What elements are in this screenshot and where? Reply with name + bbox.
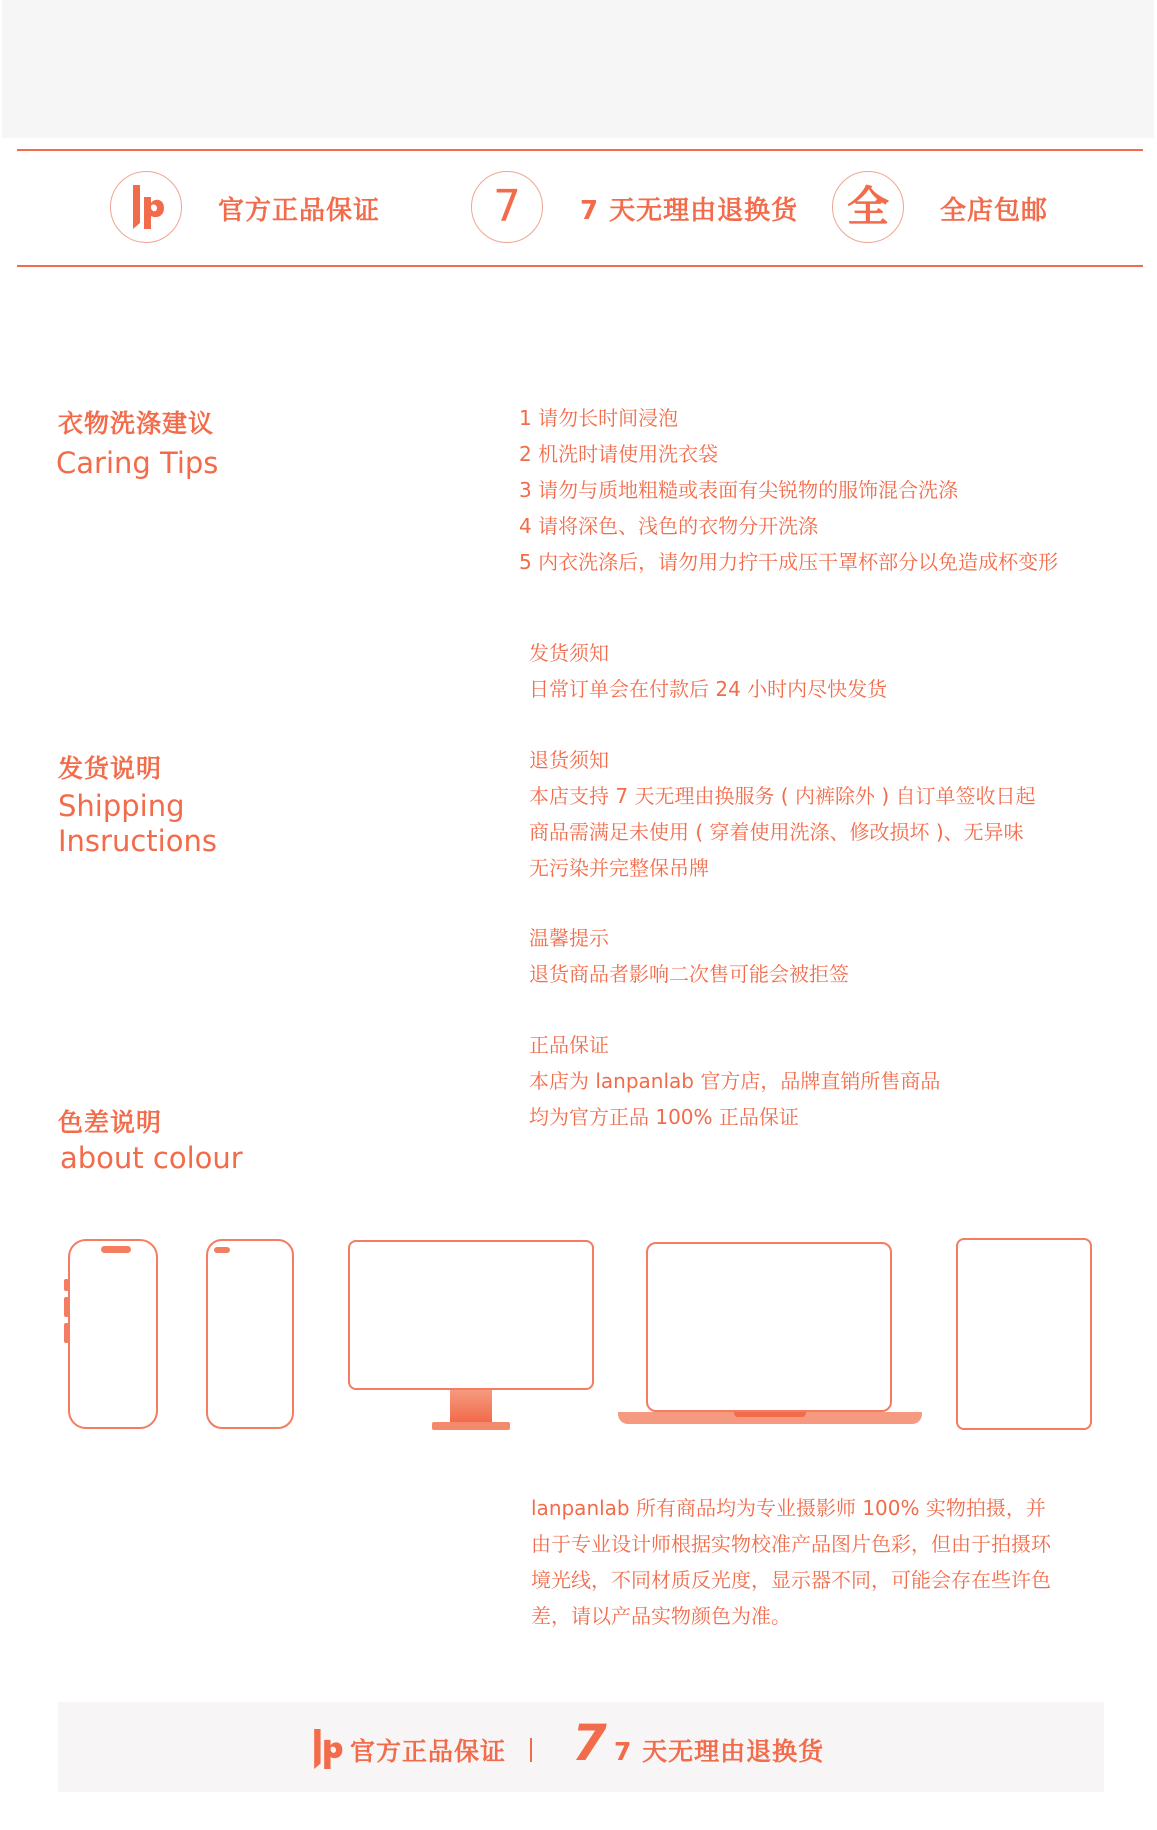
guarantee-shipping-label: 全店包邮 — [940, 196, 1049, 226]
tablet-icon — [954, 1236, 1094, 1434]
guarantee-return-label: 7 天无理由退换货 — [580, 196, 799, 226]
shipping-heading: 正品保证 — [529, 1033, 609, 1057]
phone-icon — [204, 1237, 300, 1433]
colour-title-en: about colour — [60, 1141, 243, 1175]
shipping-title-en-1: Shipping — [58, 789, 185, 823]
caring-title-cn: 衣物洗涤建议 — [58, 409, 215, 438]
divider-bottom — [17, 265, 1143, 267]
shipping-heading: 退货须知 — [529, 748, 609, 772]
caring-title-en: Caring Tips — [56, 446, 219, 480]
caring-item: 3 请勿与质地粗糙或表面有尖锐物的服饰混合洗涤 — [519, 478, 959, 502]
laptop-icon — [618, 1240, 922, 1434]
shipping-title-en-2: Insructions — [58, 824, 217, 858]
shipping-title-cn: 发货说明 — [58, 754, 163, 783]
divider-top — [17, 149, 1143, 151]
footer-return-label: 7 天无理由退换货 — [614, 1737, 825, 1766]
phone-icon — [62, 1237, 166, 1433]
colour-line: 由于专业设计师根据实物校准产品图片色彩，但由于拍摄环 — [531, 1532, 1051, 1556]
guarantee-official-label: 官方正品保证 — [218, 196, 381, 226]
lp-logo-icon — [110, 171, 182, 243]
shipping-block-returns — [529, 742, 1035, 886]
shipping-line: 本店为 lanpanlab 官方店，品牌直销所售商品 — [529, 1069, 941, 1093]
colour-line: lanpanlab 所有商品均为专业摄影师 100% 实物拍摄，并 — [531, 1496, 1046, 1520]
footer-official-label: 官方正品保证 — [350, 1737, 507, 1766]
top-banner — [2, 0, 1154, 138]
caring-item: 1 请勿长时间浸泡 — [519, 406, 679, 430]
shipping-block-authentic — [529, 1027, 940, 1135]
colour-line: 境光线，不同材质反光度，显示器不同，可能会存在些许色 — [531, 1568, 1051, 1592]
footer-bar — [58, 1702, 1104, 1792]
seven-glyph: 7 — [493, 181, 521, 232]
caring-item: 4 请将深色、浅色的衣物分开洗涤 — [519, 514, 819, 538]
shipping-line: 退货商品者影响二次售可能会被拒签 — [529, 962, 849, 986]
footer-separator — [530, 1738, 532, 1762]
quan-icon — [832, 171, 904, 243]
shipping-block-tips — [529, 920, 849, 992]
caring-item: 5 内衣洗涤后，请勿用力拧干成压干罩杯部分以免造成杯变形 — [519, 550, 1059, 574]
shipping-line: 日常订单会在付款后 24 小时内尽快发货 — [529, 677, 888, 701]
monitor-icon — [346, 1238, 596, 1434]
shipping-block-delivery — [529, 635, 887, 707]
seven-icon — [471, 171, 543, 243]
colour-line: 差，请以产品实物颜色为准。 — [531, 1604, 791, 1628]
shipping-heading: 温馨提示 — [529, 926, 609, 950]
shipping-line: 商品需满足未使用 ( 穿着使用洗涤、修改损坏 )、无异味 — [529, 820, 1024, 844]
footer-seven-icon: 7 — [572, 1714, 607, 1772]
shipping-heading: 发货须知 — [529, 641, 609, 665]
colour-paragraph — [531, 1490, 1051, 1634]
shipping-line: 无污染并完整保吊牌 — [529, 856, 709, 880]
colour-title-cn: 色差说明 — [58, 1108, 163, 1137]
shipping-line: 均为官方正品 100% 正品保证 — [529, 1105, 799, 1129]
caring-item: 2 机洗时请使用洗衣袋 — [519, 442, 719, 466]
lp-logo-icon — [306, 1726, 346, 1776]
quan-glyph: 全 — [846, 182, 889, 231]
caring-list — [519, 400, 1058, 580]
shipping-line: 本店支持 7 天无理由换服务 ( 内裤除外 ) 自订单签收日起 — [529, 784, 1036, 808]
